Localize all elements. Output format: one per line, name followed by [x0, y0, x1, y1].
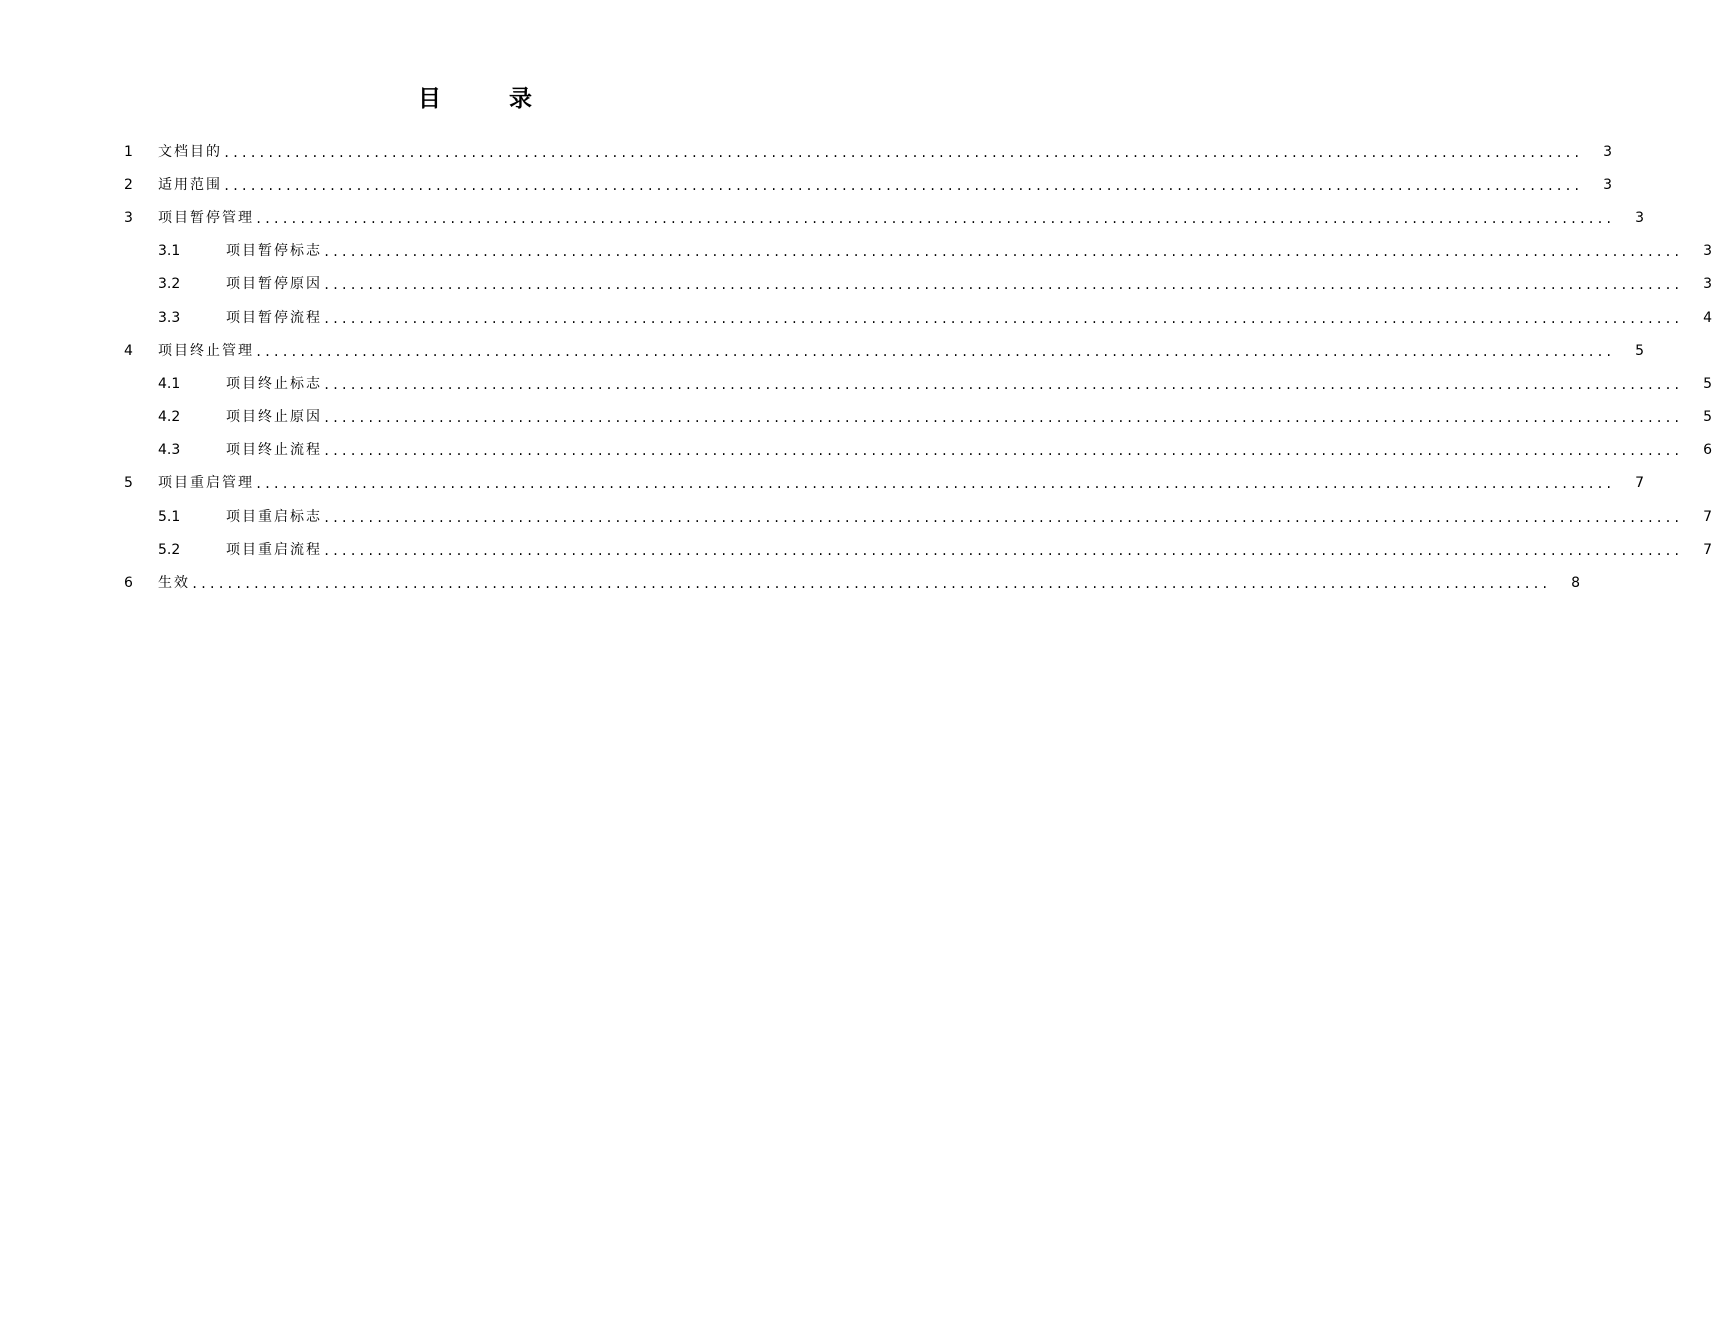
toc-leader-dots: ..........................................................................................................................................................: [191, 577, 1550, 592]
toc-entry-3-2[interactable]: [124, 268, 1712, 301]
toc-leader-dots: ..........................................................................................................................................................: [323, 278, 1682, 293]
toc-entry-page: 7: [1703, 508, 1712, 525]
toc-leader-dots: ..........................................................................................................................................................: [255, 211, 1614, 226]
toc-entry-page: 3: [1635, 209, 1644, 226]
toc-leader-dots: ..........................................................................................................................................................: [223, 145, 1582, 160]
toc-entry-number: 6: [124, 575, 133, 592]
toc-entry-number: 5: [124, 475, 133, 492]
toc-entry-5-2[interactable]: [124, 533, 1712, 566]
toc-entry-page: 6: [1703, 442, 1712, 459]
toc-entry-title: 项目暂停标志: [226, 243, 322, 260]
toc-entry-page: 3: [1603, 143, 1612, 160]
toc-leader-dots: ..........................................................................................................................................................: [323, 444, 1682, 459]
toc-entry-4-3[interactable]: [124, 434, 1712, 467]
toc-entry-title: 项目暂停管理: [158, 209, 254, 226]
toc-entry-page: 3: [1703, 243, 1712, 260]
toc-leader-dots: ..........................................................................................................................................................: [255, 344, 1614, 359]
toc-entry-1[interactable]: [124, 135, 1612, 168]
toc-entry-page: 3: [1603, 176, 1612, 193]
toc-entry-title: 项目终止流程: [226, 442, 322, 459]
toc-entry-number: 3: [124, 209, 133, 226]
toc-entry-number: 4.1: [158, 375, 181, 392]
toc-leader-dots: ..........................................................................................................................................................: [323, 245, 1682, 260]
toc-entry-title: 适用范围: [158, 176, 222, 193]
toc-entry-page: 4: [1703, 309, 1712, 326]
toc-entry-page: 7: [1635, 475, 1644, 492]
toc-entry-6[interactable]: [124, 566, 1580, 599]
toc-entry-3-3[interactable]: [124, 301, 1712, 334]
toc-entry-page: 5: [1635, 342, 1644, 359]
toc-entry-number: 1: [124, 143, 133, 160]
toc-entry-title: 项目终止管理: [158, 342, 254, 359]
toc-entry-title: 项目暂停原因: [226, 276, 322, 293]
toc-entry-page: 5: [1703, 375, 1712, 392]
toc-entry-5[interactable]: [124, 467, 1644, 500]
toc-entry-5-1[interactable]: [124, 500, 1712, 533]
toc-entry-2[interactable]: [124, 168, 1612, 201]
toc-entry-4-2[interactable]: [124, 401, 1712, 434]
toc-entry-title: 项目终止标志: [226, 375, 322, 392]
toc-entry-page: 8: [1571, 575, 1580, 592]
toc-entry-number: 4.2: [158, 409, 181, 426]
toc-entry-number: 4.3: [158, 442, 181, 459]
toc-entry-page: 3: [1703, 276, 1712, 293]
toc-entry-3[interactable]: [124, 201, 1644, 234]
toc-title: 目 录: [417, 85, 562, 112]
toc-entry-4-1[interactable]: [124, 367, 1712, 400]
toc-leader-dots: ..........................................................................................................................................................: [323, 411, 1682, 426]
toc-entry-number: 3.2: [158, 276, 181, 293]
toc-leader-dots: ..........................................................................................................................................................: [323, 510, 1682, 525]
toc-leader-dots: ..........................................................................................................................................................: [323, 377, 1682, 392]
toc-entry-title: 项目终止原因: [226, 409, 322, 426]
toc-entry-3-1[interactable]: [124, 235, 1712, 268]
toc-leader-dots: ..........................................................................................................................................................: [255, 477, 1614, 492]
toc-leader-dots: ..........................................................................................................................................................: [323, 311, 1682, 326]
toc-entry-page: 7: [1703, 541, 1712, 558]
toc-entry-title: 生效: [158, 575, 190, 592]
toc-leader-dots: ..........................................................................................................................................................: [323, 543, 1682, 558]
toc-leader-dots: ..........................................................................................................................................................: [223, 178, 1582, 193]
toc-entry-title: 项目重启标志: [226, 508, 322, 525]
toc-entry-number: 3.1: [158, 243, 181, 260]
toc-entry-title: 项目重启管理: [158, 475, 254, 492]
toc-entry-title: 项目暂停流程: [226, 309, 322, 326]
toc-entry-title: 文档目的: [158, 143, 222, 160]
toc-entry-title: 项目重启流程: [226, 541, 322, 558]
toc-entry-number: 4: [124, 342, 133, 359]
toc-entry-number: 5.1: [158, 508, 181, 525]
toc-entry-number: 2: [124, 176, 133, 193]
toc-entry-page: 5: [1703, 409, 1712, 426]
toc-entry-number: 5.2: [158, 541, 181, 558]
table-of-contents: [124, 135, 1712, 600]
toc-entry-number: 3.3: [158, 309, 181, 326]
toc-entry-4[interactable]: [124, 334, 1644, 367]
